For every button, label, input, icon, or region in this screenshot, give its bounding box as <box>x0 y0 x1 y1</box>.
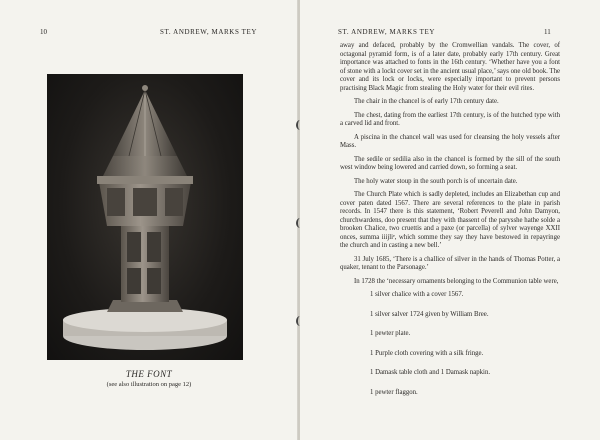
paragraph: The chest, dating from the earliest 17th century, is of the hutched type with a carved lid and front. <box>340 111 560 127</box>
list-item: 1 pewter flaggon. <box>370 388 418 396</box>
running-head-left: ST. ANDREW, MARKS TEY <box>160 28 258 36</box>
page-number-right: 11 <box>544 28 551 36</box>
list-item: 1 silver salver 1724 given by William Bree. <box>370 310 489 318</box>
list-item: 1 silver chalice with a cover 1567. <box>370 291 464 298</box>
caption-note: (see also illustration on page 12) <box>106 381 192 388</box>
inventory-list <box>340 291 560 397</box>
running-head-right: ST. ANDREW, MARKS TEY <box>338 28 436 36</box>
list-item: 1 Purple cloth covering with a silk fringe. <box>370 349 484 357</box>
paragraph: 31 July 1685, ‘There is a challice of silver in the hands of Thomas Potter, a quaker, tenant to the Parsonage.’ <box>340 255 560 271</box>
paragraph: The chair in the chancel is of early 17th century date. <box>354 98 499 105</box>
left-page <box>0 0 298 440</box>
list-item: 1 Damask table cloth and 1 Damask napkin. <box>370 369 491 376</box>
page-number-left: 10 <box>40 28 47 36</box>
paragraph: The sedile or sedilia also in the chancel is formed by the sill of the south west window being lowered and carried down, so forming a seat. <box>340 155 560 171</box>
paragraph: A piscina in the chancel wall was used for cleansing the holy vessels after Mass. <box>340 133 560 149</box>
body-text <box>340 42 560 408</box>
paragraph: away and defaced, probably by the Cromwellian vandals. The cover, of octagonal pyramid form, is of a later date, probably early 17th century. Great importance was attached to fonts in the 16th century. ‘Whether have you a font of stone with a lockt cover set in the ancient usual place,’ says one old book. The cover and its lock or locks, were especially important to prevent persons practising Black Magic from stealing the Holy water for their evil rites. <box>340 42 560 92</box>
baptismal-font-image <box>47 74 243 360</box>
paragraph: The holy water stoup in the south porch is of uncertain date. <box>354 177 518 185</box>
paragraph: In 1728 the ‘necessary ornaments belonging to the Communion table were, <box>354 277 559 285</box>
paragraph: The Church Plate which is sadly depleted, includes an Elizabethan cup and cover paten dated 1567. There are several references to the plate in parish records. In 1547 there is this statement, ‘Robert Peverell and John Damyon, churchwardens, doo present that they with thassent of the parysshe hathe solde a brooken Chalice, two cruettis and a paxe (or parcella) of sylver wayenge XXII onces, summa iiijliᵉ, which somme they say they have bestowed in repayringe the church and in casting a new bell.’ <box>340 191 560 249</box>
font-photograph <box>47 74 243 360</box>
caption-title: THE FONT <box>125 369 173 379</box>
list-item: 1 pewter plate. <box>370 330 411 337</box>
